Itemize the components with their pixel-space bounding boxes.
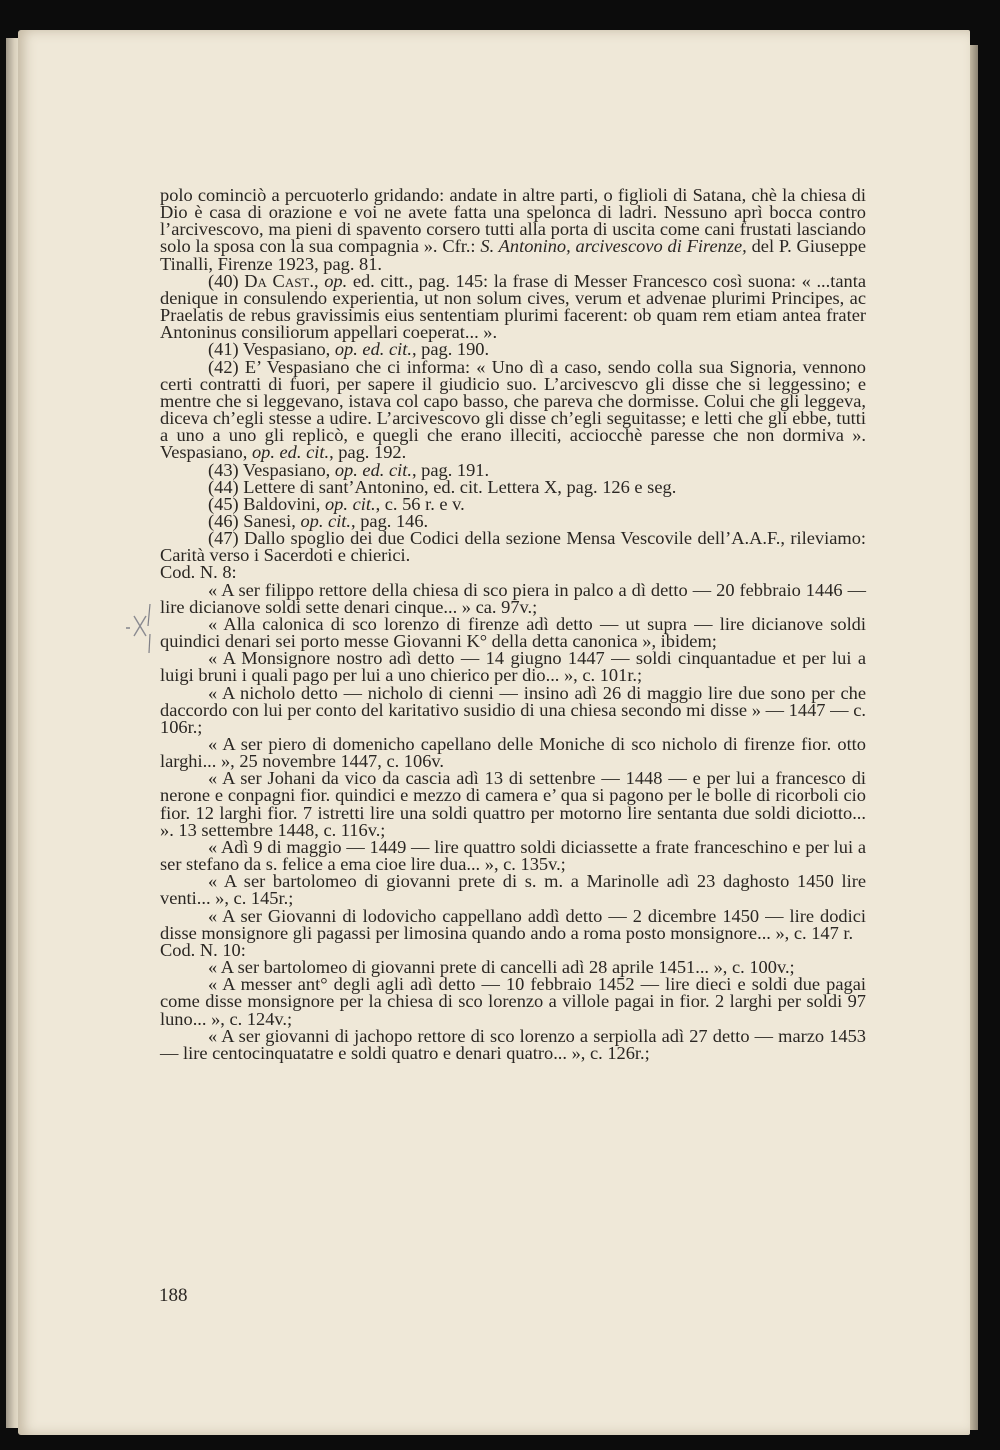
text-run: , pag. 191. — [411, 459, 490, 480]
text-run: (44) Lettere di sant’Antonino, ed. cit. Lettera X, pag. 126 e seg. — [208, 476, 677, 497]
text-run: , — [313, 270, 325, 291]
italic-text: op. ed. cit. — [251, 442, 330, 463]
text-run: ed. citt., pag. 145: la frase di Messer Francesco così suona: « ...tanta denique in consulendo experientia, ut non solum cives, verum et advenae plurimi Principes, ac Praelatis de rebus gravissimis eius sententiam plurimi facerent: ob quam rem etiam antea frater Antoninus consiliorum appellari coeperat... ». — [160, 270, 866, 343]
text-run: « A ser bartolomeo di giovanni prete di cancelli adì 28 aprile 1451... », c. 100v.; — [208, 957, 795, 978]
text-run: « A ser Johani da vico da cascia adì 13 di settenbre — 1448 — e per lui a francesco di nerone e conpagni fior. quindici e mezzo di camera e’ qua si pagono per le bolle di ricorboli cio fior. 12 larghi fior. 7 istretti lire una soldi quattro per motorno lire sentanta due soldi diciotto... ». 13 settembre 1448, c. 116v.; — [160, 768, 866, 840]
text-run: « A ser Giovanni di lodovicho cappellano addì detto — 2 dicembre 1450 — lire dodici disse monsignore gli pagassi per limosina quando ando a roma posto monsignore... », c. 147 r. — [160, 905, 866, 943]
handwritten-margin-mark — [112, 598, 162, 658]
text-run: « A ser bartolomeo di giovanni prete di s. m. a Marinolle adì 23 daghosto 1450 lire venti... », c. 145r.; — [160, 871, 866, 909]
small-caps-text: Da Cast. — [244, 270, 314, 291]
italic-text: op. cit. — [300, 510, 352, 531]
text-paragraph — [160, 187, 866, 273]
page-number: 188 — [159, 1285, 188, 1306]
text-paragraph — [160, 873, 866, 907]
italic-text: op. ed. cit. — [334, 459, 412, 480]
text-run: (47) Dallo spoglio dei due Codici della sezione Mensa Vescovile dell’A.A.F., rileviamo: Carità verso i Sacerdoti e chierici. — [160, 528, 866, 566]
text-run: (40) — [208, 270, 245, 291]
text-run: del P. Giuseppe Tinalli, Firenze 1923, pag. 81. — [160, 236, 866, 274]
text-paragraph — [160, 770, 866, 839]
footnotes-text — [160, 187, 866, 1062]
text-paragraph — [160, 1025, 866, 1063]
text-paragraph — [160, 530, 866, 564]
text-run: (46) Sanesi, — [208, 510, 301, 531]
text-run: « A ser filippo rettore della chiesa di sco piera in palco a dì detto — 20 febbraio 1446 — lire dicianove soldi sette denari cinque... » ca. 97v.; — [160, 579, 866, 617]
text-run: , pag. 146. — [351, 510, 429, 531]
text-run: « Alla calonica di sco lorenzo di firenze adì detto — ut supra — lire dicianove soldi quindici denari sei porto messe Giovanni K° della detta canonica », ibidem; — [160, 613, 866, 652]
text-run: (43) Vespasiano, — [208, 459, 335, 480]
text-run: « A ser giovanni di jachopo rettore di sco lorenzo a serpiolla adì 27 detto — marzo 1453 — lire centocinquatatre e soldi quatro e denari quatro... », c. 126r.; — [160, 1025, 866, 1063]
text-paragraph — [160, 976, 866, 1027]
text-paragraph — [160, 270, 866, 343]
italic-text: op. ed. cit. — [334, 339, 412, 360]
text-run: « A messer ant° degli agli adì detto — 10 febbraio 1452 — lire dieci e soldi due pagai come disse monsignore per la chiesa di sco lorenzo a villole pagai in fior. 2 larghi per soldi 97 luno... », c. 124v.; — [160, 974, 866, 1029]
italic-text: S. Antonino, arcivescovo di Firenze, — [480, 236, 747, 257]
text-paragraph — [160, 682, 866, 737]
text-run: , pag. 192. — [329, 442, 407, 463]
text-run: Cod. N. 10: — [160, 939, 246, 960]
text-run: , c. 56 r. e v. — [375, 493, 465, 514]
text-run: (42) E’ Vespasiano che ci informa: « Uno dì a caso, sendo colla sua Signoria, vennono certi contratti di fuori, per sapere il giudicio suo. L’arcivescvo gli disse che si leggessino; e mentre che si leggevano, istava col capo basso, che pareva che dormisse. Colui che gli leggeva, diceva ch’egli stesse a udire. L’arcivescovo gli disse ch’egli seguitasse; e letti che gli ebbe, tutti a uno a uno gli replicò, e quegli che erano illeciti, acciocchè paresse che non dormiva ». Vespasiano, — [160, 356, 866, 463]
text-run: polo cominciò a percuoterlo gridando: andate in altre parti, o figlioli di Satana, chè la chiesa di Dio è casa di orazione e voi ne avete fatta una spelonca di ladri. Nessuno aprì bocca contro l’arcivescovo, ma pieni di spavento corsero tutti alla porta di uscita come cani frustati lasciando solo la sposa con la sua compagnia ». Cfr.: — [160, 185, 866, 257]
text-run: (41) Vespasiano, — [208, 339, 335, 360]
text-paragraph — [160, 905, 866, 943]
text-run: (45) Baldovini, — [208, 493, 325, 514]
text-run: « A nicholo detto — nicholo di cienni — insino adì 26 di maggio lire due sono per che daccordo con lui per conto del karitativo susidio di una chiesa secondo mi disse » — 1447 — c. 106r.; — [160, 682, 866, 737]
text-paragraph — [160, 836, 866, 875]
text-run: Cod. N. 8: — [160, 562, 237, 583]
text-run: , pag. 190. — [411, 339, 490, 360]
text-run: « A Monsignore nostro adì detto — 14 giugno 1447 — soldi cinquantadue et per lui a luigi bruni i quali pago per lui a uno chierico per dio... », c. 101r.; — [160, 648, 866, 686]
text-paragraph — [160, 579, 866, 617]
italic-text: op. cit. — [324, 493, 376, 514]
text-paragraph — [160, 613, 866, 652]
text-paragraph — [160, 356, 866, 463]
italic-text: op. — [324, 270, 348, 291]
text-run: « A ser piero di domenicho capellano delle Moniche di sco nicholo di firenze fior. otto larghi... », 25 novembre 1447, c. 106v. — [160, 734, 866, 772]
text-run: « Adì 9 di maggio — 1449 — lire quattro soldi diciassette a frate franceschino e per lui a ser stefano da s. felice a ema cioe lire dua... », c. 135v.; — [160, 836, 866, 875]
text-paragraph — [160, 650, 866, 684]
text-paragraph — [160, 736, 866, 770]
